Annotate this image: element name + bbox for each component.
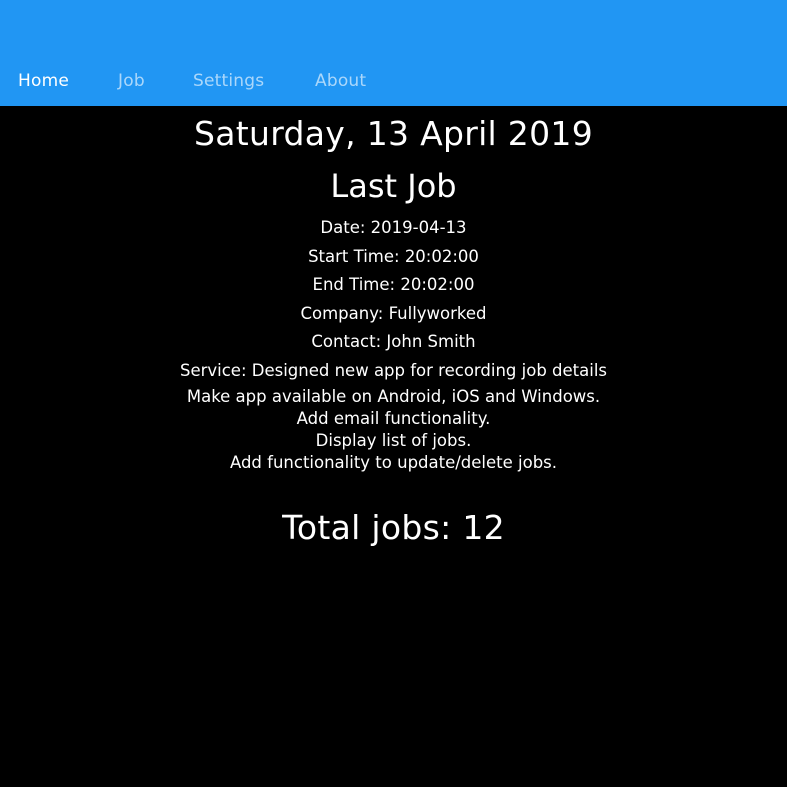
app-bar	[0, 0, 787, 106]
total-jobs-count: Total jobs: 12	[282, 508, 505, 547]
job-notes	[0, 386, 787, 474]
last-job-title: Last Job	[330, 167, 457, 205]
job-contact: Contact: John Smith	[311, 332, 476, 351]
job-note-line: Add email functionality.	[296, 409, 491, 428]
last-job-details	[0, 214, 787, 385]
job-date: Date: 2019-04-13	[320, 218, 467, 237]
tab-home[interactable]: Home	[18, 71, 70, 91]
job-end-time: End Time: 20:02:00	[312, 275, 475, 294]
job-service: Service: Designed new app for recording job details	[179, 360, 608, 380]
job-note-line: Display list of jobs.	[315, 431, 472, 450]
tab-about[interactable]: About	[315, 71, 367, 91]
tab-settings[interactable]: Settings	[193, 71, 265, 91]
home-content	[0, 106, 787, 552]
job-company: Company: Fullyworked	[300, 303, 487, 323]
job-note-line: Add functionality to update/delete jobs.	[229, 453, 558, 472]
tab-job[interactable]: Job	[118, 71, 145, 91]
job-start-time: Start Time: 20:02:00	[308, 246, 479, 266]
current-date-heading: Saturday, 13 April 2019	[194, 114, 593, 153]
job-note-line: Make app available on Android, iOS and Windows.	[186, 387, 601, 406]
